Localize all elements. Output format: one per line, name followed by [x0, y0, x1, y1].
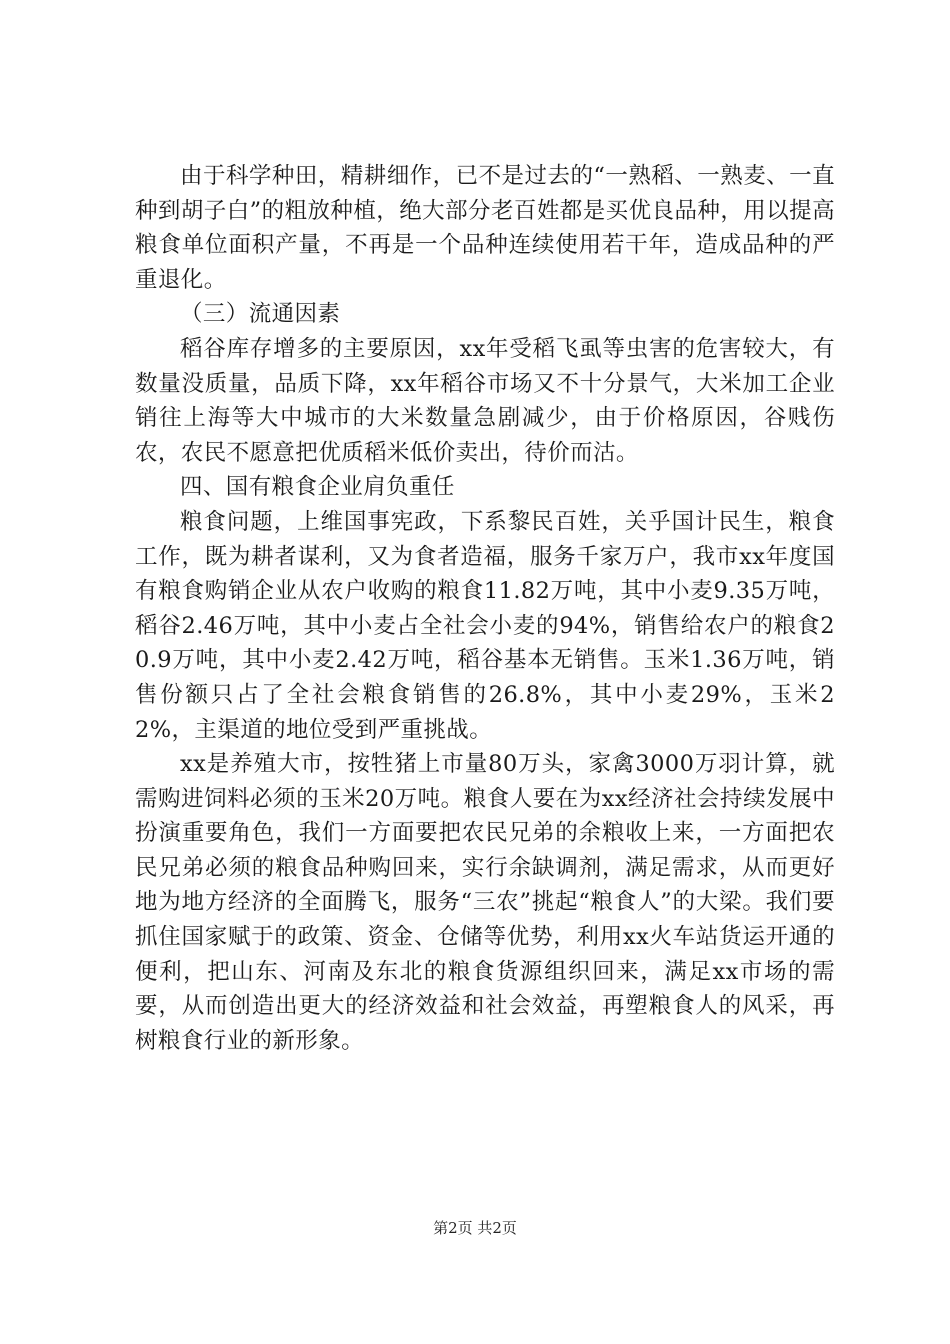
page-total: 共2页 [477, 1219, 517, 1237]
page-footer [0, 1218, 950, 1238]
paragraph-rice-inventory: 稻谷库存增多的主要原因，xx年受稻飞虱等虫害的危害较大，有数量没质量，品质下降，xx年稻谷市场又不十分景气，大米加工企业销往上海等大中城市的大米数量急剧减少，由于价格原因，谷贱伤农，农民不愿意把优质稻米低价卖出，待价而沽。 [135, 335, 835, 466]
document-body [135, 159, 835, 1058]
paragraph-grain-purchase: 粮食问题，上维国事宪政，下系黎民百姓，关乎国计民生，粮食工作，既为耕者谋利，又为食者造福，服务千家万户，我市xx年度国有粮食购销企业从农户收购的粮食11.82万吨，其中小麦9.35万吨，稻谷2.46万吨，其中小麦占全社会小麦的94%，销售给农户的粮食20.9万吨，其中小麦2.42万吨，稻谷基本无销售。玉米1.36万吨，销售份额只占了全社会粮食销售的26.8%，其中小麦29%，玉米22%，主渠道的地位受到严重挑战。 [135, 508, 835, 743]
paragraph-seed-quality: 由于科学种田，精耕细作，已不是过去的“一熟稻、一熟麦、一直种到胡子白”的粗放种植，绝大部分老百姓都是买优良品种，用以提高粮食单位面积产量，不再是一个品种连续使用若干年，造成品种的严重退化。 [135, 163, 835, 293]
paragraph-livestock-feed: xx是养殖大市，按牲猪上市量80万头，家禽3000万羽计算，就需购进饲料必须的玉米20万吨。粮食人要在为xx经济社会持续发展中扮演重要角色，我们一方面要把农民兄弟的余粮收上来，一方面把农民兄弟必须的粮食品种购回来，实行余缺调剂，满足需求，从而更好地为地方经济的全面腾飞，服务“三农”挑起“粮食人”的大梁。我们要抓住国家赋于的政策、资金、仓储等优势，利用xx火车站货运开通的便利，把山东、河南及东北的粮食货源组织回来，满足xx市场的需要，从而创造出更大的经济效益和社会效益，再塑粮食人的风采，再树粮食行业的新形象。 [135, 751, 835, 1054]
section-heading-circulation: （三）流通因素 [180, 301, 341, 328]
page-number: 第2页 [433, 1219, 473, 1237]
section-heading-state-enterprises: 四、国有粮食企业肩负重任 [180, 474, 455, 501]
